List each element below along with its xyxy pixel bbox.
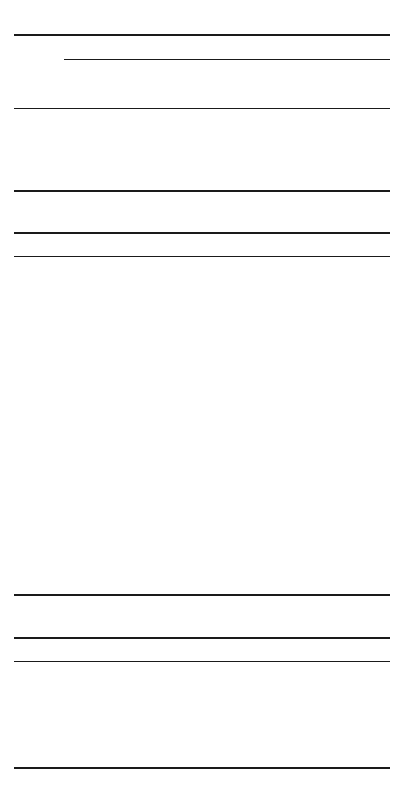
- table3-caption: [0, 207, 405, 222]
- table2-header-rule: [14, 108, 390, 109]
- table2-caption: [0, 8, 405, 23]
- table4-header-rule: [14, 661, 390, 662]
- table2-top-rule: [14, 34, 390, 36]
- table3-bottom-rule: [14, 594, 390, 596]
- table4-top-rule: [14, 637, 390, 639]
- table2-bottom-rule: [14, 190, 390, 192]
- table4-bottom-rule: [14, 767, 390, 769]
- table3-top-rule: [14, 232, 390, 234]
- table4-caption: [0, 612, 405, 627]
- table3-header-rule: [14, 256, 390, 257]
- table2-factor-rule: [64, 59, 390, 60]
